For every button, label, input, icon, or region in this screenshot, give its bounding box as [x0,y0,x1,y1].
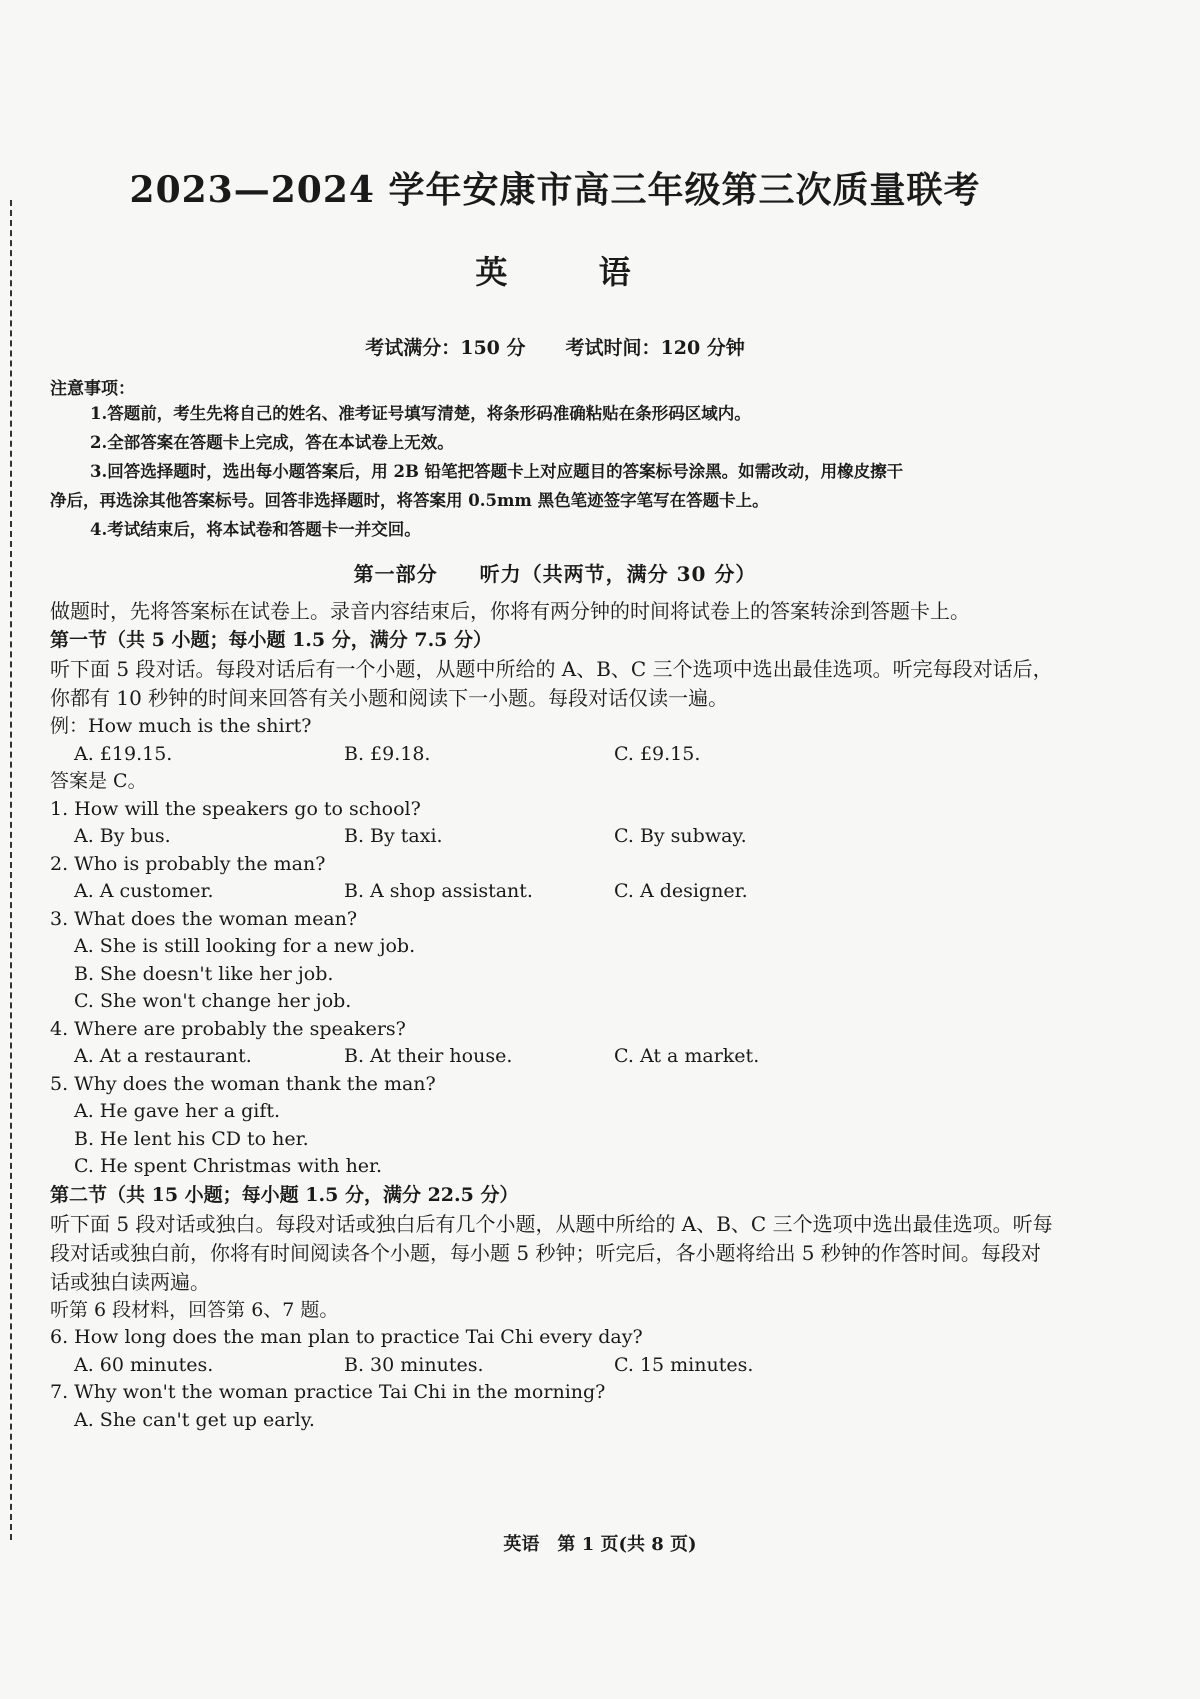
question-5: 5. Why does the woman thank the man? [50,1072,436,1095]
option: A. A customer. [74,880,214,902]
note-item: 净后，再选涂其他答案标号。回答非选择题时，将答案用 0.5mm 黑色笔迹签字笔写在答题卡上。 [50,491,769,510]
binding-cut-line [10,200,12,1540]
section2-heading: 第二节（共 15 小题；每小题 1.5 分，满分 22.5 分） [50,1183,519,1206]
question-6-options [50,1352,1060,1380]
exam-meta [50,333,1060,360]
page-content [50,150,1060,1434]
option: A. £19.15. [74,742,173,765]
option: C. By subway. [614,825,747,847]
option: B. At their house. [344,1045,513,1067]
section2-intro: 听下面 5 段对话或独白。每段对话或独白后有几个小题，从题中所给的 A、B、C 三个选项中选出最佳选项。听每段对话或独白前，你将有时间阅读各个小题，每小题 5 秒钟；听完后，各小题将给出 5 秒钟的作答时间。每段对话或独白读两遍。 [50,1211,1053,1294]
question-3: 3. What does the woman mean? [50,907,358,930]
section1-heading: 第一节（共 5 小题；每小题 1.5 分，满分 7.5 分） [50,629,493,651]
option: B. She doesn't like her job. [74,962,334,985]
note-item: 2.全部答案在答题卡上完成，答在本试卷上无效。 [90,433,454,452]
question-6: 6. How long does the man plan to practice Tai Chi every day? [50,1326,643,1348]
question-7: 7. Why won't the woman practice Tai Chi in the morning? [50,1381,606,1403]
part1-heading: 第一部分 听力（共两节，满分 30 分） [353,562,757,586]
option: B. By taxi. [344,825,443,847]
example-options [50,741,1060,769]
question-1-options [50,823,1060,851]
question-4-options [50,1043,1060,1071]
option: A. At a restaurant. [74,1045,252,1067]
question-2: 2. Who is probably the man? [50,852,326,875]
option: B. £9.18. [344,742,431,765]
subject-title: 英 语 [475,253,671,291]
option: B. A shop assistant. [344,880,533,902]
option: A. 60 minutes. [74,1353,214,1376]
exam-time: 考试时间：120 分钟 [565,337,745,359]
option: A. She can't get up early. [74,1408,315,1431]
exam-title: 2023—2024 学年安康市高三年级第三次质量联考 [129,169,981,211]
note-item: 4.考试结束后，将本试卷和答题卡一并交回。 [90,520,421,539]
option: B. He lent his CD to her. [74,1127,309,1150]
option: C. She won't change her job. [74,990,352,1012]
notes-heading: 注意事项： [50,379,135,399]
option: C. £9.15. [614,742,701,765]
option: A. He gave her a gift. [74,1100,281,1122]
option: C. 15 minutes. [614,1353,754,1376]
example-question: 例：How much is the shirt? [50,715,312,737]
full-score: 考试满分：150 分 [365,337,526,359]
option: C. A designer. [614,880,748,902]
note-item: 3.回答选择题时，选出每小题答案后，用 2B 铅笔把答题卡上对应题目的答案标号涂黑。如需改动，用橡皮擦干 [90,462,904,481]
question-1: 1. How will the speakers go to school? [50,797,421,820]
question-2-options [50,878,1060,906]
part1-intro: 做题时，先将答案标在试卷上。录音内容结束后，你将有两分钟的时间将试卷上的答案转涂到答题卡上。 [50,599,970,623]
example-answer: 答案是 C。 [50,770,147,792]
option: C. He spent Christmas with her. [74,1155,383,1177]
section1-intro: 听下面 5 段对话。每段对话后有一个小题，从题中所给的 A、B、C 三个选项中选出最佳选项。听完每段对话后，你都有 10 秒钟的时间来回答有关小题和阅读下一小题。每段对话仅读一遍。 [50,657,1053,710]
option: A. By bus. [74,825,171,847]
option: C. At a market. [614,1045,760,1067]
option: B. 30 minutes. [344,1353,484,1376]
material-6-label: 听第 6 段材料，回答第 6、7 题。 [50,1298,339,1321]
question-4: 4. Where are probably the speakers? [50,1017,406,1040]
page-footer: 英语 第 1 页(共 8 页) [503,1534,697,1555]
option: A. She is still looking for a new job. [74,935,416,957]
note-item: 1.答题前，考生先将自己的姓名、准考证号填写清楚，将条形码准确粘贴在条形码区域内。 [90,404,751,423]
